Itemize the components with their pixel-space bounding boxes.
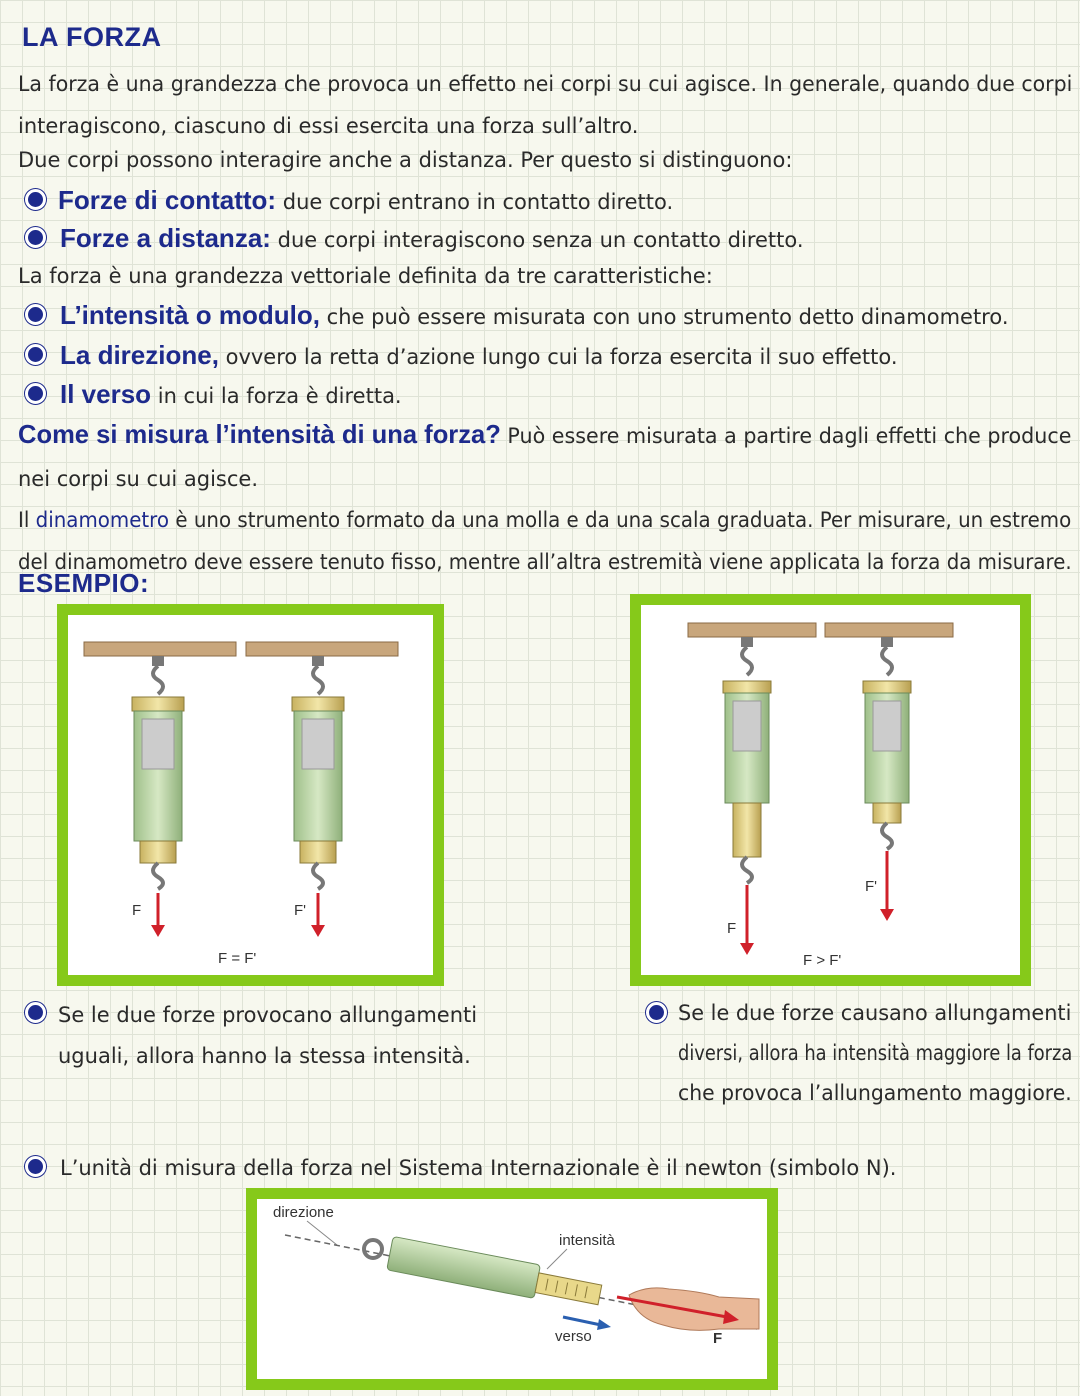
bullet-icon bbox=[25, 344, 46, 365]
relation-equal: F = F' bbox=[218, 950, 257, 967]
dynamometer-short bbox=[863, 637, 911, 849]
intro-line-3: Due corpi possono interagire anche a distanza. Per questo si distinguono: bbox=[18, 148, 793, 172]
caption-right-1: Se le due forze causano allungamenti bbox=[678, 1001, 1072, 1025]
dynamometer-1 bbox=[132, 656, 184, 889]
caption-left-2: uguali, allora hanno la stessa intensità. bbox=[58, 1044, 471, 1068]
label-f2: F' bbox=[865, 878, 878, 895]
intro-line-2: interagiscono, ciascuno di essi esercita una forza sull’altro. bbox=[18, 114, 639, 138]
desc-intensity: che può essere misurata con uno strumento detto dinamometro. bbox=[320, 305, 1009, 329]
dynamometer-line-1 bbox=[18, 506, 1071, 534]
measure-question: Come si misura l’intensità di una forza? bbox=[18, 419, 501, 449]
figure-equal-forces bbox=[57, 604, 444, 986]
term-verse: Il verso bbox=[60, 379, 152, 409]
desc-distance: due corpi interagiscono senza un contatto diretto. bbox=[270, 228, 804, 252]
dyn-rest: è uno strumento formato da una molla e da una scala graduata. Per misurare, un estremo bbox=[169, 508, 1072, 532]
term-direction: La direzione, bbox=[60, 340, 219, 370]
dynamometers-different-svg bbox=[641, 605, 1020, 975]
term-distance: Forze a distanza: bbox=[60, 223, 271, 253]
label-intensita: intensità bbox=[559, 1232, 615, 1249]
vector-intro: La forza è una grandezza vettoriale definita da tre caratteristiche: bbox=[18, 264, 713, 288]
bullet-icon bbox=[25, 383, 46, 404]
unit-line: L’unità di misura della forza nel Sistema Internazionale è il newton (simbolo N). bbox=[60, 1156, 897, 1180]
figure-different-forces bbox=[630, 594, 1031, 986]
example-label: ESEMPIO: bbox=[18, 568, 150, 598]
dynamometer-long bbox=[723, 637, 771, 883]
char-verse bbox=[60, 380, 402, 410]
force-vector-svg bbox=[257, 1199, 767, 1379]
force-type-distance bbox=[60, 224, 804, 254]
figure-force-vector bbox=[246, 1188, 778, 1390]
dynamometer-link: dinamometro bbox=[35, 508, 170, 532]
label-f: F bbox=[713, 1330, 723, 1347]
page-title: LA FORZA bbox=[22, 22, 162, 52]
desc-verse: in cui la forza è diretta. bbox=[151, 384, 402, 408]
caption-left-1: Se le due forze provocano allungamenti bbox=[58, 1003, 478, 1027]
hand-icon bbox=[629, 1288, 759, 1330]
bullet-icon bbox=[25, 227, 46, 248]
term-contact: Forze di contatto: bbox=[58, 185, 277, 215]
dynamometer-line-2: del dinamometro deve essere tenuto fisso, mentre all’altra estremità viene applicata la forza da misurare. bbox=[18, 550, 1072, 574]
char-intensity bbox=[60, 301, 1009, 331]
force-type-contact bbox=[58, 186, 673, 216]
bullet-icon bbox=[25, 1156, 46, 1177]
measure-answer-1: Può essere misurata a partire dagli effetti che produce bbox=[500, 424, 1072, 448]
measure-answer-2: nei corpi su cui agisce. bbox=[18, 467, 259, 491]
intro-line-1: La forza è una grandezza che provoca un effetto nei corpi su cui agisce. In generale, quando due corpi bbox=[18, 72, 1073, 96]
dynamometers-equal-svg bbox=[68, 615, 433, 975]
measure-question-line bbox=[18, 420, 1071, 450]
label-f: F bbox=[727, 920, 737, 937]
caption-right-2: diversi, allora ha intensità maggiore la forza bbox=[678, 1041, 1073, 1065]
label-f: F bbox=[132, 902, 142, 919]
dyn-word: Il bbox=[18, 508, 36, 532]
char-direction bbox=[60, 341, 898, 371]
dynamometer-2 bbox=[292, 656, 344, 889]
label-direzione: direzione bbox=[273, 1204, 334, 1221]
relation-greater: F > F' bbox=[803, 952, 842, 969]
label-f2: F' bbox=[294, 902, 307, 919]
desc-direction: ovvero la retta d’azione lungo cui la forza esercita il suo effetto. bbox=[218, 345, 898, 369]
caption-right-3: che provoca l’allungamento maggiore. bbox=[678, 1081, 1072, 1105]
bullet-icon bbox=[25, 304, 46, 325]
desc-contact: due corpi entrano in contatto diretto. bbox=[276, 190, 674, 214]
bullet-icon bbox=[25, 1002, 46, 1023]
verse-arrow bbox=[563, 1317, 601, 1325]
label-verso: verso bbox=[555, 1328, 592, 1345]
bullet-icon bbox=[646, 1002, 667, 1023]
bullet-icon bbox=[25, 189, 46, 210]
term-intensity: L’intensità o modulo, bbox=[60, 300, 320, 330]
